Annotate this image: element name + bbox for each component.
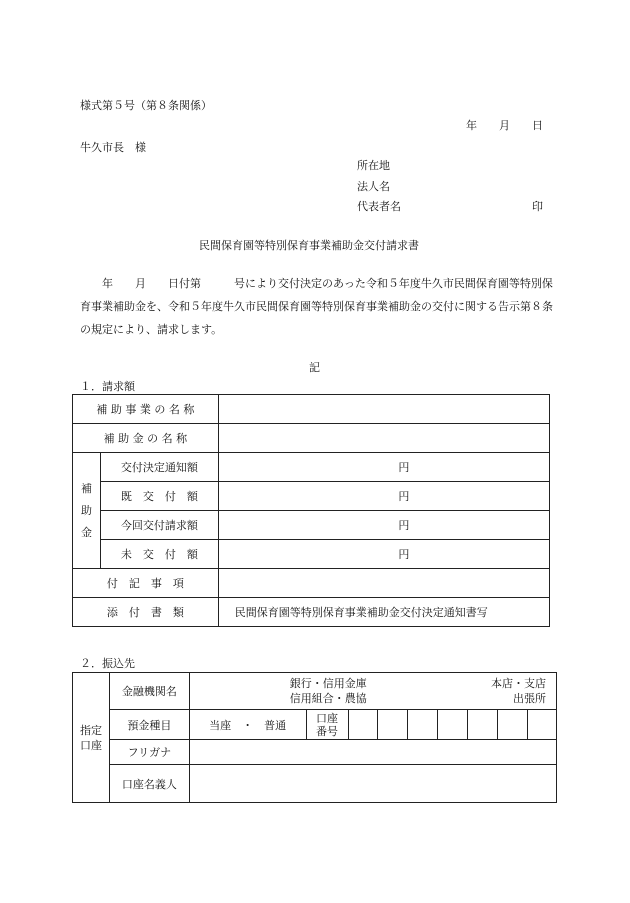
group-char: 補 xyxy=(80,481,92,495)
representative-label: 代表者名 xyxy=(357,200,401,213)
account-digit-cell[interactable] xyxy=(438,710,468,740)
account-digit-cell[interactable] xyxy=(378,710,408,740)
unpaid-label: 未 交 付 額 xyxy=(100,540,218,569)
branch-1: 本店・支店 xyxy=(491,677,546,690)
account-digit-cell[interactable] xyxy=(348,710,378,740)
bank-types-1: 銀行・信用金庫 xyxy=(289,677,367,690)
date-line: 年 月 日 xyxy=(466,119,543,132)
bank-types-2: 信用組合・農協 xyxy=(289,692,367,705)
location-label: 所在地 xyxy=(357,159,390,172)
body-paragraph: 年 月 日付第 号により交付決定のあった令和５年度牛久市民間保育園等特別保育事業補助金を、令和５年度牛久市民間保育園等特別保育事業補助金の交付に関する告示第８条の規定により、請求します。 xyxy=(80,277,553,336)
decision-amount-field[interactable] xyxy=(218,453,549,482)
yen-unit: 円 xyxy=(398,519,410,532)
subsidy-name-field[interactable] xyxy=(218,424,549,453)
current-request-field[interactable] xyxy=(218,511,549,540)
designated-account-label: 指定口座 xyxy=(73,673,110,803)
account-digit-cell[interactable] xyxy=(528,710,557,740)
addressee: 牛久市長 様 xyxy=(80,141,146,154)
form-number: 様式第５号（第８条関係） xyxy=(80,99,212,112)
subsidy-name-label: 補 助 金 の 名 称 xyxy=(73,424,219,453)
bank-name-label: 金融機関名 xyxy=(109,673,189,710)
request-amount-table xyxy=(72,394,550,627)
notes-field[interactable] xyxy=(218,569,549,598)
section1-heading: １．請求額 xyxy=(80,380,135,393)
deposit-type-label: 預金種目 xyxy=(109,710,189,740)
notes-label: 付 記 事 項 xyxy=(73,569,219,598)
yen-unit: 円 xyxy=(398,548,410,561)
bank-account-table xyxy=(72,672,557,803)
account-digit-cell[interactable] xyxy=(408,710,438,740)
group-char: 助 xyxy=(80,503,92,517)
account-holder-field[interactable] xyxy=(189,765,556,803)
unpaid-field[interactable] xyxy=(218,540,549,569)
account-number-label: 口座番号 xyxy=(306,710,348,740)
furigana-label: フリガナ xyxy=(109,740,189,765)
already-paid-label: 既 交 付 額 xyxy=(100,482,218,511)
ki-label: 記 xyxy=(309,361,320,374)
deposit-type-value[interactable]: 当座 ・ 普通 xyxy=(189,710,306,740)
subsidy-group-label xyxy=(73,453,101,569)
already-paid-field[interactable] xyxy=(218,482,549,511)
project-name-label: 補 助 事 業 の 名 称 xyxy=(73,395,219,424)
attachments-label: 添 付 書 類 xyxy=(73,598,219,627)
account-digit-cell[interactable] xyxy=(468,710,498,740)
yen-unit: 円 xyxy=(398,461,410,474)
document-title: 民間保育園等特別保育事業補助金交付請求書 xyxy=(199,239,419,252)
bank-name-field[interactable] xyxy=(189,673,556,710)
account-digit-cell[interactable] xyxy=(498,710,528,740)
project-name-field[interactable] xyxy=(218,395,549,424)
attachments-value: 民間保育園等特別保育事業補助金交付決定通知書写 xyxy=(218,598,549,627)
corporation-label: 法人名 xyxy=(357,180,390,193)
decision-amount-label: 交付決定通知額 xyxy=(100,453,218,482)
group-char: 金 xyxy=(80,525,92,539)
yen-unit: 円 xyxy=(398,490,410,503)
seal-mark: 印 xyxy=(532,200,543,213)
branch-2: 出張所 xyxy=(513,692,546,705)
account-holder-label: 口座名義人 xyxy=(109,765,189,803)
section2-heading: ２．振込先 xyxy=(80,657,135,670)
current-request-label: 今回交付請求額 xyxy=(100,511,218,540)
furigana-field[interactable] xyxy=(189,740,556,765)
